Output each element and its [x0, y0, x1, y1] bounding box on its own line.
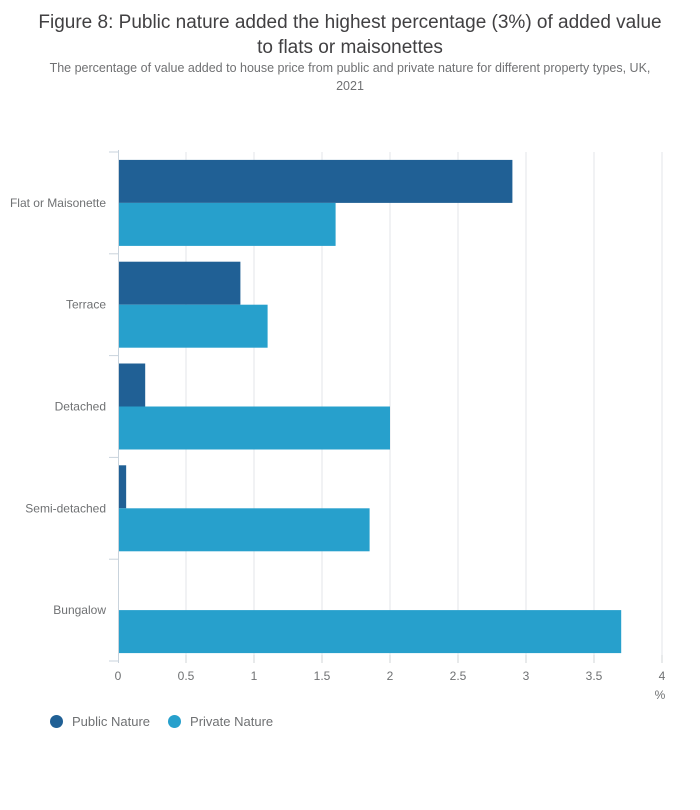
x-tick-label: 4 — [658, 669, 666, 683]
x-tick-label: 2 — [386, 669, 394, 683]
x-tick-label: 1.5 — [313, 669, 331, 683]
x-tick-label: 1 — [250, 669, 258, 683]
bar-private-nature-flat-or-maisonette[interactable] — [119, 203, 336, 246]
legend-marker-icon — [168, 715, 181, 728]
title-line-2: to flats or maisonettes — [257, 37, 443, 59]
x-tick-label: 0 — [114, 669, 122, 683]
bar-private-nature-semi-detached[interactable] — [119, 508, 370, 551]
category-label: Terrace — [65, 297, 106, 312]
x-tick-label: 2.5 — [449, 669, 467, 683]
category-label: Bungalow — [53, 603, 106, 618]
category-label: Semi-detached — [25, 501, 106, 516]
bar-private-nature-bungalow[interactable] — [119, 610, 621, 653]
legend-item-public-nature[interactable] — [50, 714, 150, 729]
x-axis-unit-label: % — [654, 688, 666, 702]
bar-public-nature-flat-or-maisonette[interactable] — [119, 160, 512, 203]
title-line-1: Figure 8: Public nature added the highest percentage (3%) of added value — [38, 12, 662, 33]
bar-public-nature-semi-detached[interactable] — [119, 465, 126, 508]
x-tick-label: 0.5 — [177, 669, 195, 683]
legend-label: Private Nature — [190, 714, 274, 729]
bar-private-nature-detached[interactable] — [119, 407, 390, 450]
bar-private-nature-terrace[interactable] — [119, 305, 268, 348]
legend-label: Public Nature — [72, 714, 151, 729]
subtitle-line-2: 2021 — [336, 79, 364, 94]
legend-marker-icon — [50, 715, 63, 728]
x-tick-label: 3 — [522, 669, 530, 683]
x-tick-label: 3.5 — [585, 669, 603, 683]
bar-public-nature-terrace[interactable] — [119, 262, 240, 305]
legend-item-private-nature[interactable] — [168, 714, 273, 729]
subtitle-line-1: The percentage of value added to house price from public and private nature for different property types, UK, — [49, 61, 651, 75]
legend — [50, 714, 273, 729]
category-label: Detached — [54, 399, 106, 414]
bar-public-nature-detached[interactable] — [119, 364, 145, 407]
category-label: Flat or Maisonette — [9, 195, 106, 210]
